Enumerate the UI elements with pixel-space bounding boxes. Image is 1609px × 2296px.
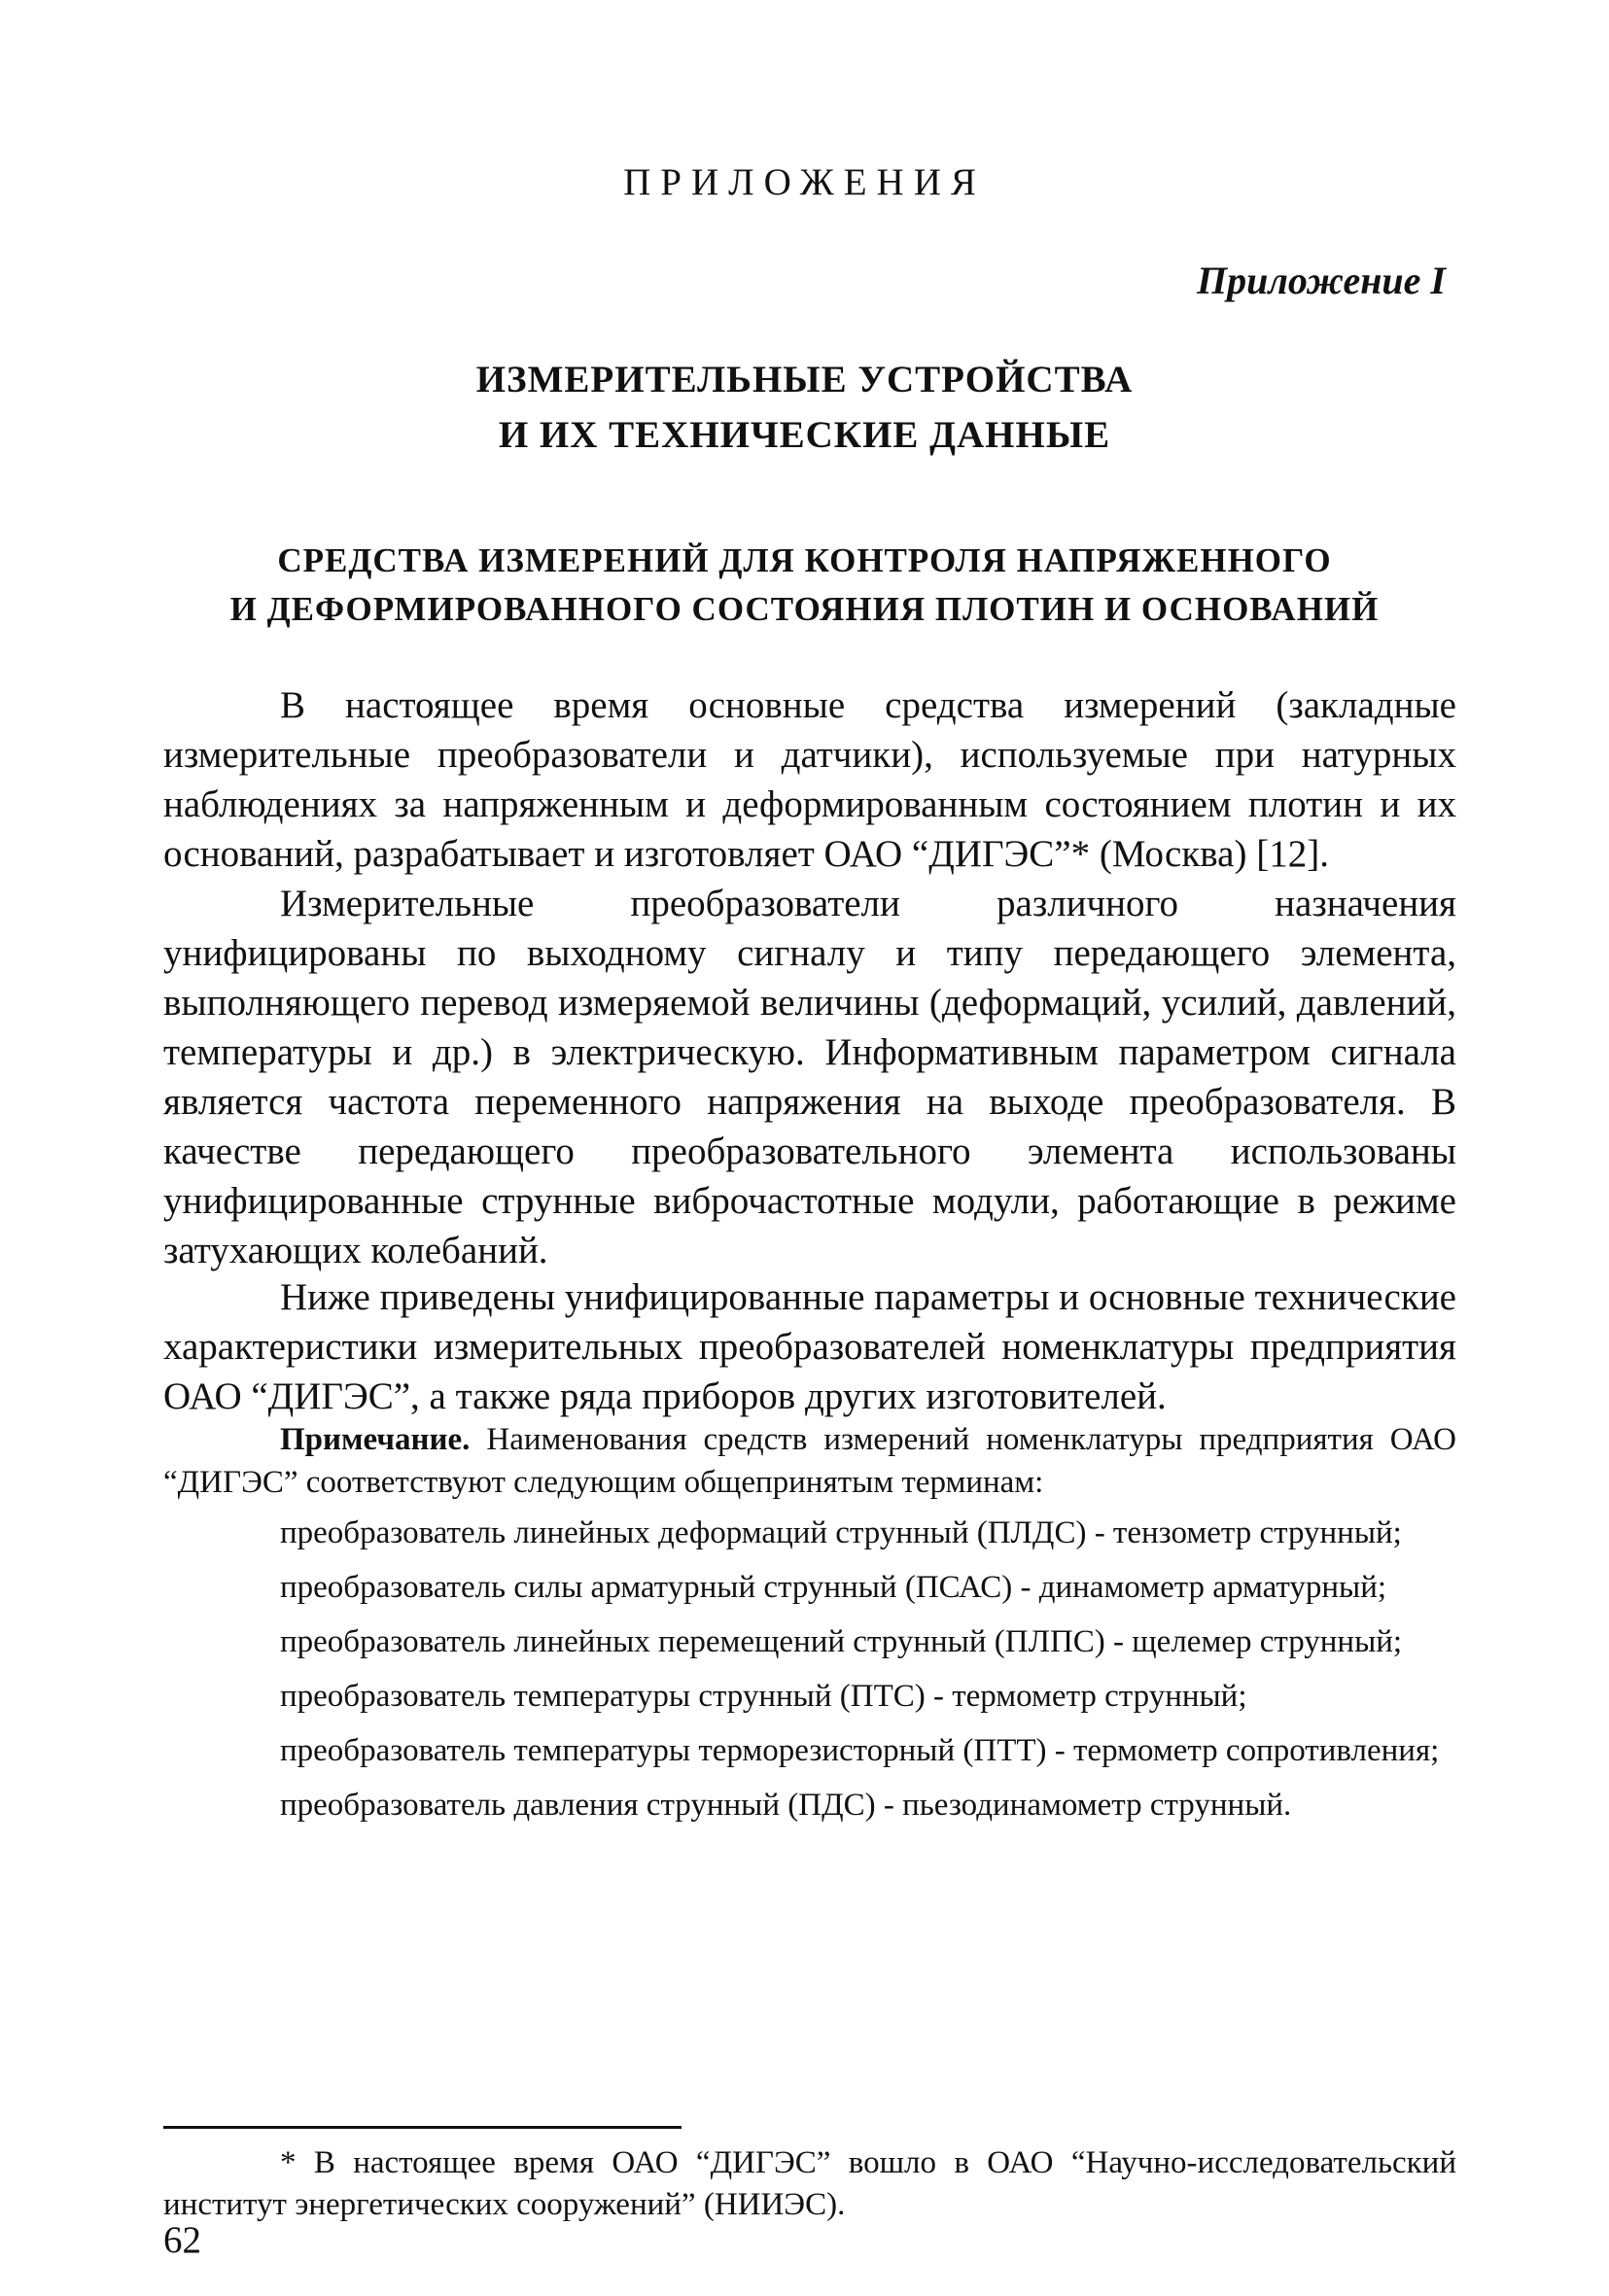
note-item: преобразователь линейных деформаций струнный (ПЛДС) - тензометр струнный; (280, 1515, 1402, 1550)
note-item: преобразователь давления струнный (ПДС) - пьезодинамометр струнный. (280, 1788, 1292, 1823)
note-item: преобразователь линейных перемещений струнный (ПЛПС) - щелемер струнный; (280, 1624, 1403, 1659)
note-intro (163, 1418, 1456, 1504)
footnote (163, 2142, 1456, 2226)
section-title: ПРИЛОЖЕНИЯ (623, 161, 986, 203)
paragraph-1 (163, 680, 1456, 879)
note-label: Примечание. (280, 1422, 471, 1457)
paragraph-2 (163, 879, 1456, 1275)
paragraph-text: Измерительные преобразователи различного назначения унифицированы по выходному сигналу и типу передающего элемента, выполняющего перевод измеряемой величины (деформаций, усилий, давлений, температуры и др.) в электрическую. Информативным параметром сигнала является частота переменного напряжения на выходе преобразователя. В качестве передающего преобразовательного элемента использованы унифицированные струнные виброчастотные модули, работающие в режиме затухающих колебаний. (163, 883, 1456, 1271)
paragraph-text: Ниже приведены унифицированные параметры и основные технические характеристики измерительных преобразователей номенклатуры предприятия ОАО “ДИГЭС”, а также ряда приборов других изготовителей. (163, 1276, 1456, 1417)
main-title-line-2: И ИХ ТЕХНИЧЕСКИЕ ДАННЫЕ (498, 414, 1111, 456)
footnote-text: * В настоящее время ОАО “ДИГЭС” вошло в ОАО “Научно-исследовательский институт энергетических сооружений” (НИИЭС). (163, 2145, 1456, 2222)
note-block (163, 1418, 1456, 1838)
note-item: преобразователь силы арматурный струнный (ПСАС) - динамометр арматурный; (280, 1570, 1387, 1605)
appendix-label: Приложение I (1197, 259, 1446, 302)
note-item: преобразователь температуры терморезисторный (ПТТ) - термометр сопротивления; (280, 1733, 1440, 1768)
main-title (0, 352, 1609, 463)
note-item: преобразователь температуры струнный (ПТС) - термометр струнный; (280, 1679, 1247, 1714)
paragraph-3 (163, 1272, 1456, 1421)
sub-title-line-2: И ДЕФОРМИРОВАННОГО СОСТОЯНИЯ ПЛОТИН И ОСНОВАНИЙ (229, 590, 1380, 628)
sub-title (0, 537, 1609, 634)
note-text: Наименования средств измерений номенклатуры предприятия ОАО “ДИГЭС” соответствуют следующим общепринятым терминам: (163, 1422, 1457, 1500)
page-number: 62 (163, 2219, 201, 2261)
paragraph-text: В настоящее время основные средства измерений (закладные измерительные преобразователи и датчики), используемые при натурных наблюдениях за напряженным и деформированным состоянием плотин и их оснований, разрабатывает и изготовляет ОАО “ДИГЭС”* (Москва) [12]. (163, 684, 1456, 875)
footnote-divider (163, 2126, 682, 2129)
sub-title-line-1: СРЕДСТВА ИЗМЕРЕНИЙ ДЛЯ КОНТРОЛЯ НАПРЯЖЕННОГО (277, 541, 1332, 579)
main-title-line-1: ИЗМЕРИТЕЛЬНЫЕ УСТРОЙСТВА (475, 359, 1134, 400)
